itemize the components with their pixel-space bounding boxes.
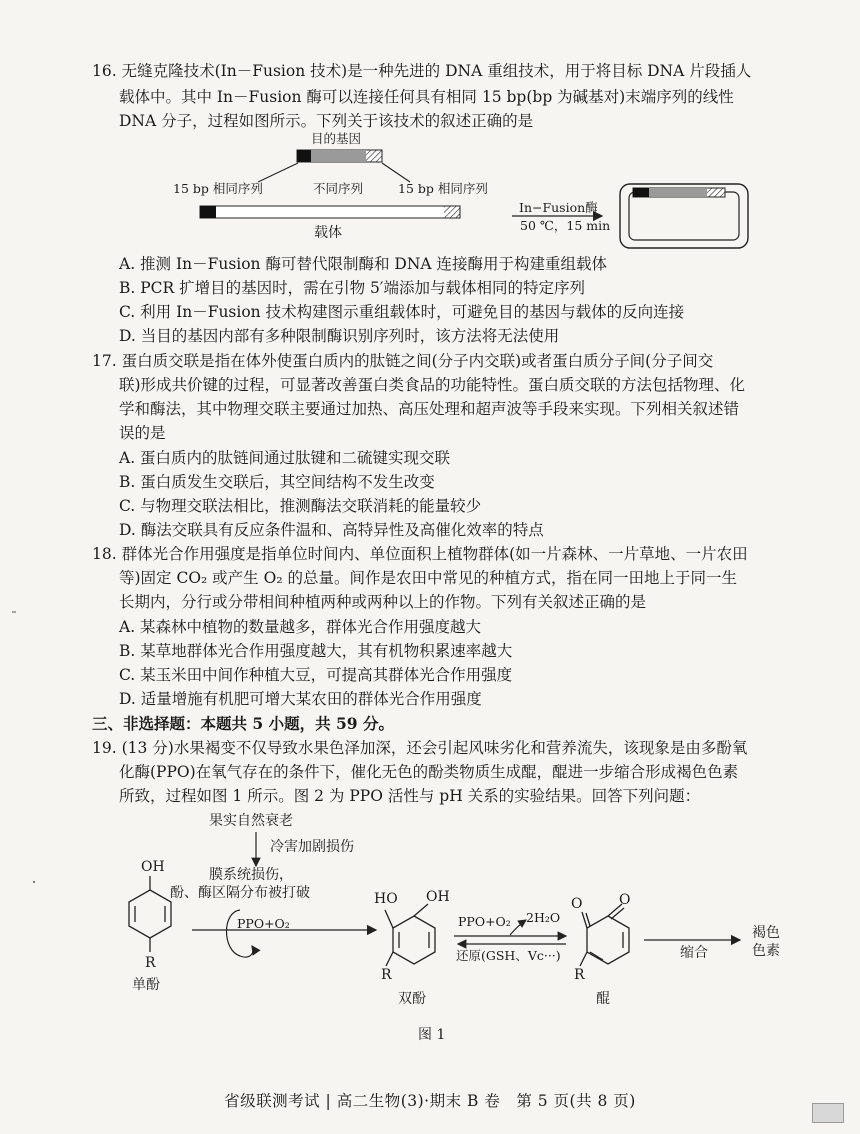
- right-homology-label: 15 bp 相同序列: [398, 181, 488, 196]
- q18-stem-line-2: 等)固定 CO₂ 或产生 O₂ 的总量。间作是农田中常见的种植方式，指在同一田地上于同一生: [119, 569, 737, 587]
- enzyme-label: In−Fusion酶: [519, 200, 598, 215]
- ppo-o2-label-2: PPO+O₂: [458, 914, 511, 929]
- q18-option-d: D. 适量增施有机肥可增大某农田的群体光合作用强度: [119, 690, 482, 708]
- condition-label: 50 ℃，15 min: [520, 218, 611, 233]
- q16-option-d: D. 当目的基因内部有多种限制酶识别序列时，该方法将无法使用: [119, 327, 560, 345]
- quinone-structure: [580, 904, 629, 966]
- di-r-label: R: [381, 967, 392, 983]
- quinone-label: 醌: [596, 991, 610, 1007]
- monophenol-label: 单酚: [132, 977, 160, 993]
- q17-stem-line-1: 17. 蛋白质交联是指在体外使蛋白质内的肽链之间(分子内交联)或者蛋白质分子间(分子间交: [92, 352, 714, 370]
- page-footer: 省级联测考试 | 高二生物(3)·期末 B 卷 第 5 页(共 8 页): [224, 1092, 636, 1110]
- q16-option-c: C. 利用 In－Fusion 技术构建图示重组载体时，可避免目的基因与载体的反向连接: [119, 303, 685, 321]
- diphenol-structure: [385, 904, 435, 966]
- target-gene-bar: [297, 150, 382, 162]
- q16-option-a: A. 推测 In－Fusion 酶可替代限制酶和 DNA 连接酶用于构建重组载体: [119, 255, 608, 273]
- vector-bar: [200, 206, 460, 218]
- diphenol-label: 双酚: [398, 991, 426, 1007]
- monophenol-structure: [129, 876, 171, 952]
- different-sequence-label: 不同序列: [313, 181, 364, 196]
- q18-option-c: C. 某玉米田中间作种植大豆，可提高其群体光合作用强度: [119, 666, 513, 684]
- water-label: 2H₂O: [526, 910, 561, 925]
- q17-option-b: B. 蛋白质发生交联后，其空间结构不发生改变: [119, 473, 435, 491]
- mono-oh-label: OH: [141, 859, 165, 875]
- quinone-r-label: R: [574, 967, 585, 983]
- q19-stem-line-3: 所致，过程如图 1 所示。图 2 为 PPO 活性与 pH 关系的实验结果。回答下列问题：: [119, 787, 701, 805]
- q18-stem-line-3: 长期内，分行或分带相间种植两种或两种以上的作物。下列有关叙述正确的是: [119, 593, 647, 611]
- q18-option-b: B. 某草地群体光合作用强度越大，其有机物积累速率越大: [119, 642, 513, 660]
- di-ho-label: HO: [374, 891, 398, 907]
- q16-option-b: B. PCR 扩增目的基因时，需在引物 5′端添加与载体相同的特定序列: [119, 279, 585, 297]
- compartment-broken-label: 酚、酶区隔分布被打破: [170, 885, 310, 901]
- q17-stem-line-3: 学和酶法，其中物理交联主要通过加热、高压处理和超声波等手段来实现。下列相关叙述错: [119, 400, 740, 418]
- q17-stem-line-4: 误的是: [119, 424, 166, 442]
- figure-1-caption: 图 1: [418, 1027, 446, 1043]
- target-gene-label: 目的基因: [311, 131, 362, 146]
- q18-stem-line-1: 18. 群体光合作用强度是指单位时间内、单位面积上植物群体(如一片森林、一片草地、一片农田: [92, 545, 748, 563]
- quinone-o-label-1: O: [571, 896, 583, 912]
- recombinant-vector: [620, 184, 748, 248]
- fruit-senescence-label: 果实自然衰老: [209, 813, 293, 829]
- q19-stem-line-2: 化酶(PPO)在氧气存在的条件下，催化无色的酚类物质生成醌，醌进一步缩合形成褐色色素: [119, 763, 739, 781]
- di-oh-label: OH: [426, 889, 450, 905]
- chilling-injury-label: 冷害加剧损伤: [270, 839, 354, 855]
- membrane-damage-label: 膜系统损伤，: [209, 867, 293, 883]
- q17-option-a: A. 蛋白质内的肽链间通过肽键和二硫键实现交联: [119, 449, 451, 467]
- q18-option-a: A. 某森林中植物的数量越多，群体光合作用强度越大: [119, 618, 482, 636]
- brown-pigment-label-1: 褐色: [752, 925, 780, 941]
- vector-label: 载体: [314, 225, 342, 241]
- q17-option-d: D. 酶法交联具有反应条件温和、高特异性及高催化效率的特点: [119, 521, 544, 539]
- brown-pigment-label-2: 色素: [752, 943, 780, 959]
- mono-r-label: R: [145, 955, 156, 971]
- quinone-o-label-2: O: [619, 892, 631, 908]
- reduction-label: 还原(GSH、Vc···): [456, 948, 561, 963]
- q16-stem-line-2: 载体中。其中 In－Fusion 酶可以连接任何具有相同 15 bp(bp 为碱基对)末端序列的线性: [119, 88, 734, 106]
- left-homology-label: 15 bp 相同序列: [173, 181, 263, 196]
- q16-stem-line-1: 16. 无缝克隆技术(In－Fusion 技术)是一种先进的 DNA 重组技术，用于将目标 DNA 片段插人: [92, 62, 752, 80]
- q17-stem-line-2: 联)形成共价键的过程，可显著改善蛋白类食品的功能特性。蛋白质交联的方法包括物理、化: [119, 376, 746, 394]
- qr-code-icon: [812, 1103, 844, 1123]
- q17-option-c: C. 与物理交联法相比，推测酶法交联消耗的能量较少: [119, 497, 482, 515]
- condensation-label: 缩合: [680, 945, 708, 961]
- q16-stem-line-3: DNA 分子，过程如图所示。下列关于该技术的叙述正确的是: [119, 112, 534, 130]
- q19-stem-line-1: 19. (13 分)水果褐变不仅导致水果色泽加深，还会引起风味劣化和营养流失，该现象是由多酚氧: [92, 739, 748, 757]
- section-heading: 三、非选择题：本题共 5 小题，共 59 分。: [92, 714, 394, 733]
- ppo-o2-label-1: PPO+O₂: [237, 916, 290, 931]
